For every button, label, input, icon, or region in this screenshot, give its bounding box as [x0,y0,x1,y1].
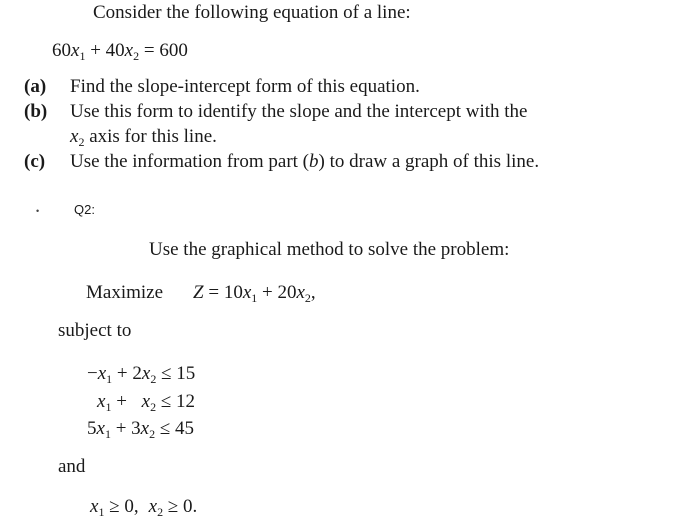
and-label: and [58,456,86,477]
q1-part-c: (c) Use the information from part (b) to draw a graph of this line. [24,151,540,172]
q1-part-b-continued: $x_2$ axis for this line. [70,126,217,149]
constraint-2: $x_1 + x_2 \le 12$ [97,391,196,414]
q1-equation: $60x_1 + 40x_2 = 600$ [52,40,188,63]
q2-label: Q2: [74,202,95,217]
q1-part-a: (a) Find the slope-intercept form of this equation. [24,76,420,97]
constraint-3: $5x_1 + 3x_2 \le 45$ [87,418,195,441]
bullet-mark: • [36,206,40,216]
constraint-1: $-x_1 + 2x_2 \le 15$ [87,363,196,386]
q2-objective: Maximize $Z = 10x_1 + 20x_2$, [86,282,316,305]
nonnegativity: $x_1 \ge 0$, $x_2 \ge 0$. [90,496,198,519]
q1-intro: Consider the following equation of a line: [93,2,411,23]
q2-intro: Use the graphical method to solve the problem: [149,239,510,260]
subject-to-label: subject to [58,320,132,341]
q1-part-b: (b) Use this form to identify the slope and the intercept with the [24,101,528,122]
